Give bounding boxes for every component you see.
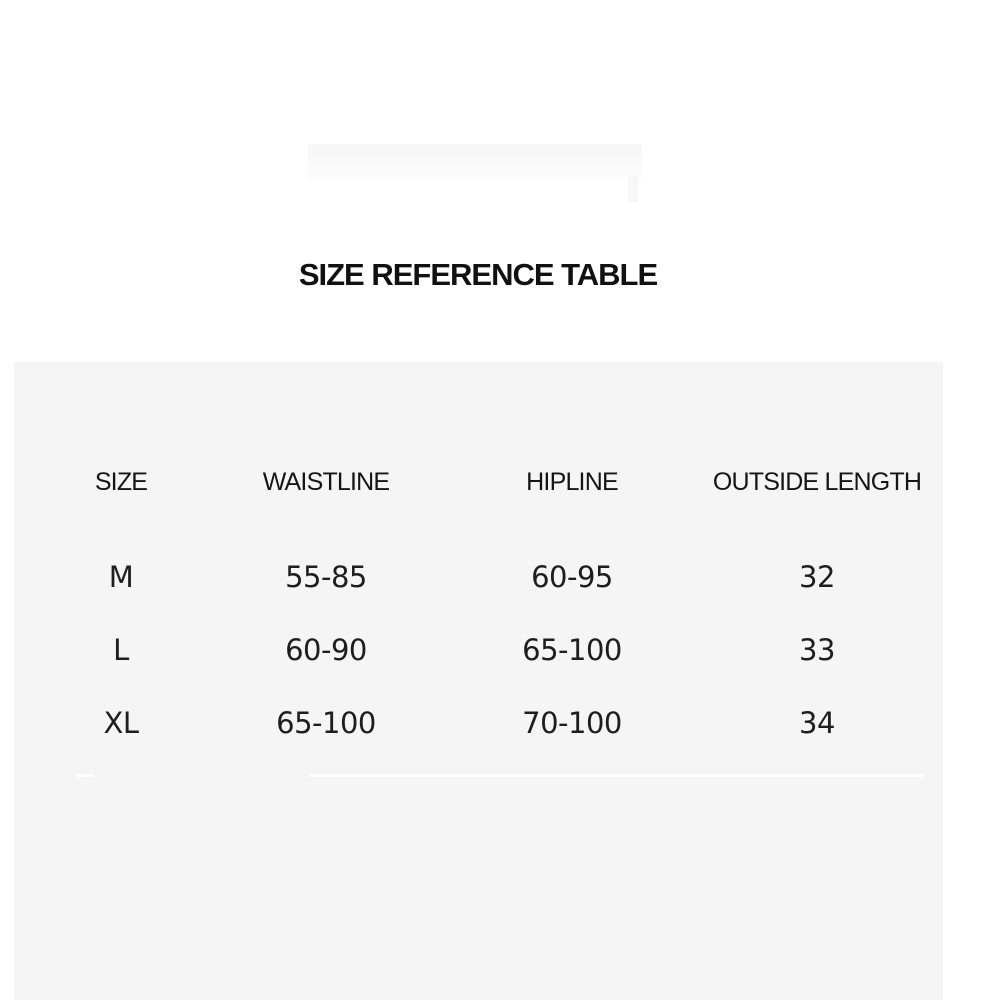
size-table-panel [14, 362, 943, 1000]
header-hipline: HIPLINE [526, 468, 618, 496]
row-xl-outside-length: 34 [799, 706, 835, 740]
row-l-waistline: 60-90 [285, 633, 367, 667]
top-banner-strip-tail [628, 176, 638, 202]
header-waistline: WAISTLINE [262, 468, 390, 496]
row-l-outside-length: 33 [799, 633, 835, 667]
row-l-size: L [113, 633, 129, 667]
table-divider-left [76, 774, 94, 777]
row-m-waistline: 55-85 [285, 560, 367, 594]
row-m-outside-length: 32 [799, 560, 835, 594]
top-banner-strip [308, 144, 642, 180]
header-size: SIZE [94, 468, 148, 496]
header-outside-length: OUTSIDE LENGTH [712, 468, 922, 496]
row-xl-size: XL [103, 706, 139, 740]
row-m-size: M [108, 560, 134, 594]
page-title: SIZE REFERENCE TABLE [298, 257, 658, 292]
size-reference-table [14, 362, 943, 1000]
row-xl-waistline: 65-100 [276, 706, 376, 740]
row-l-hipline: 65-100 [522, 633, 622, 667]
row-m-hipline: 60-95 [531, 560, 613, 594]
row-xl-hipline: 70-100 [522, 706, 622, 740]
table-divider [310, 774, 924, 777]
